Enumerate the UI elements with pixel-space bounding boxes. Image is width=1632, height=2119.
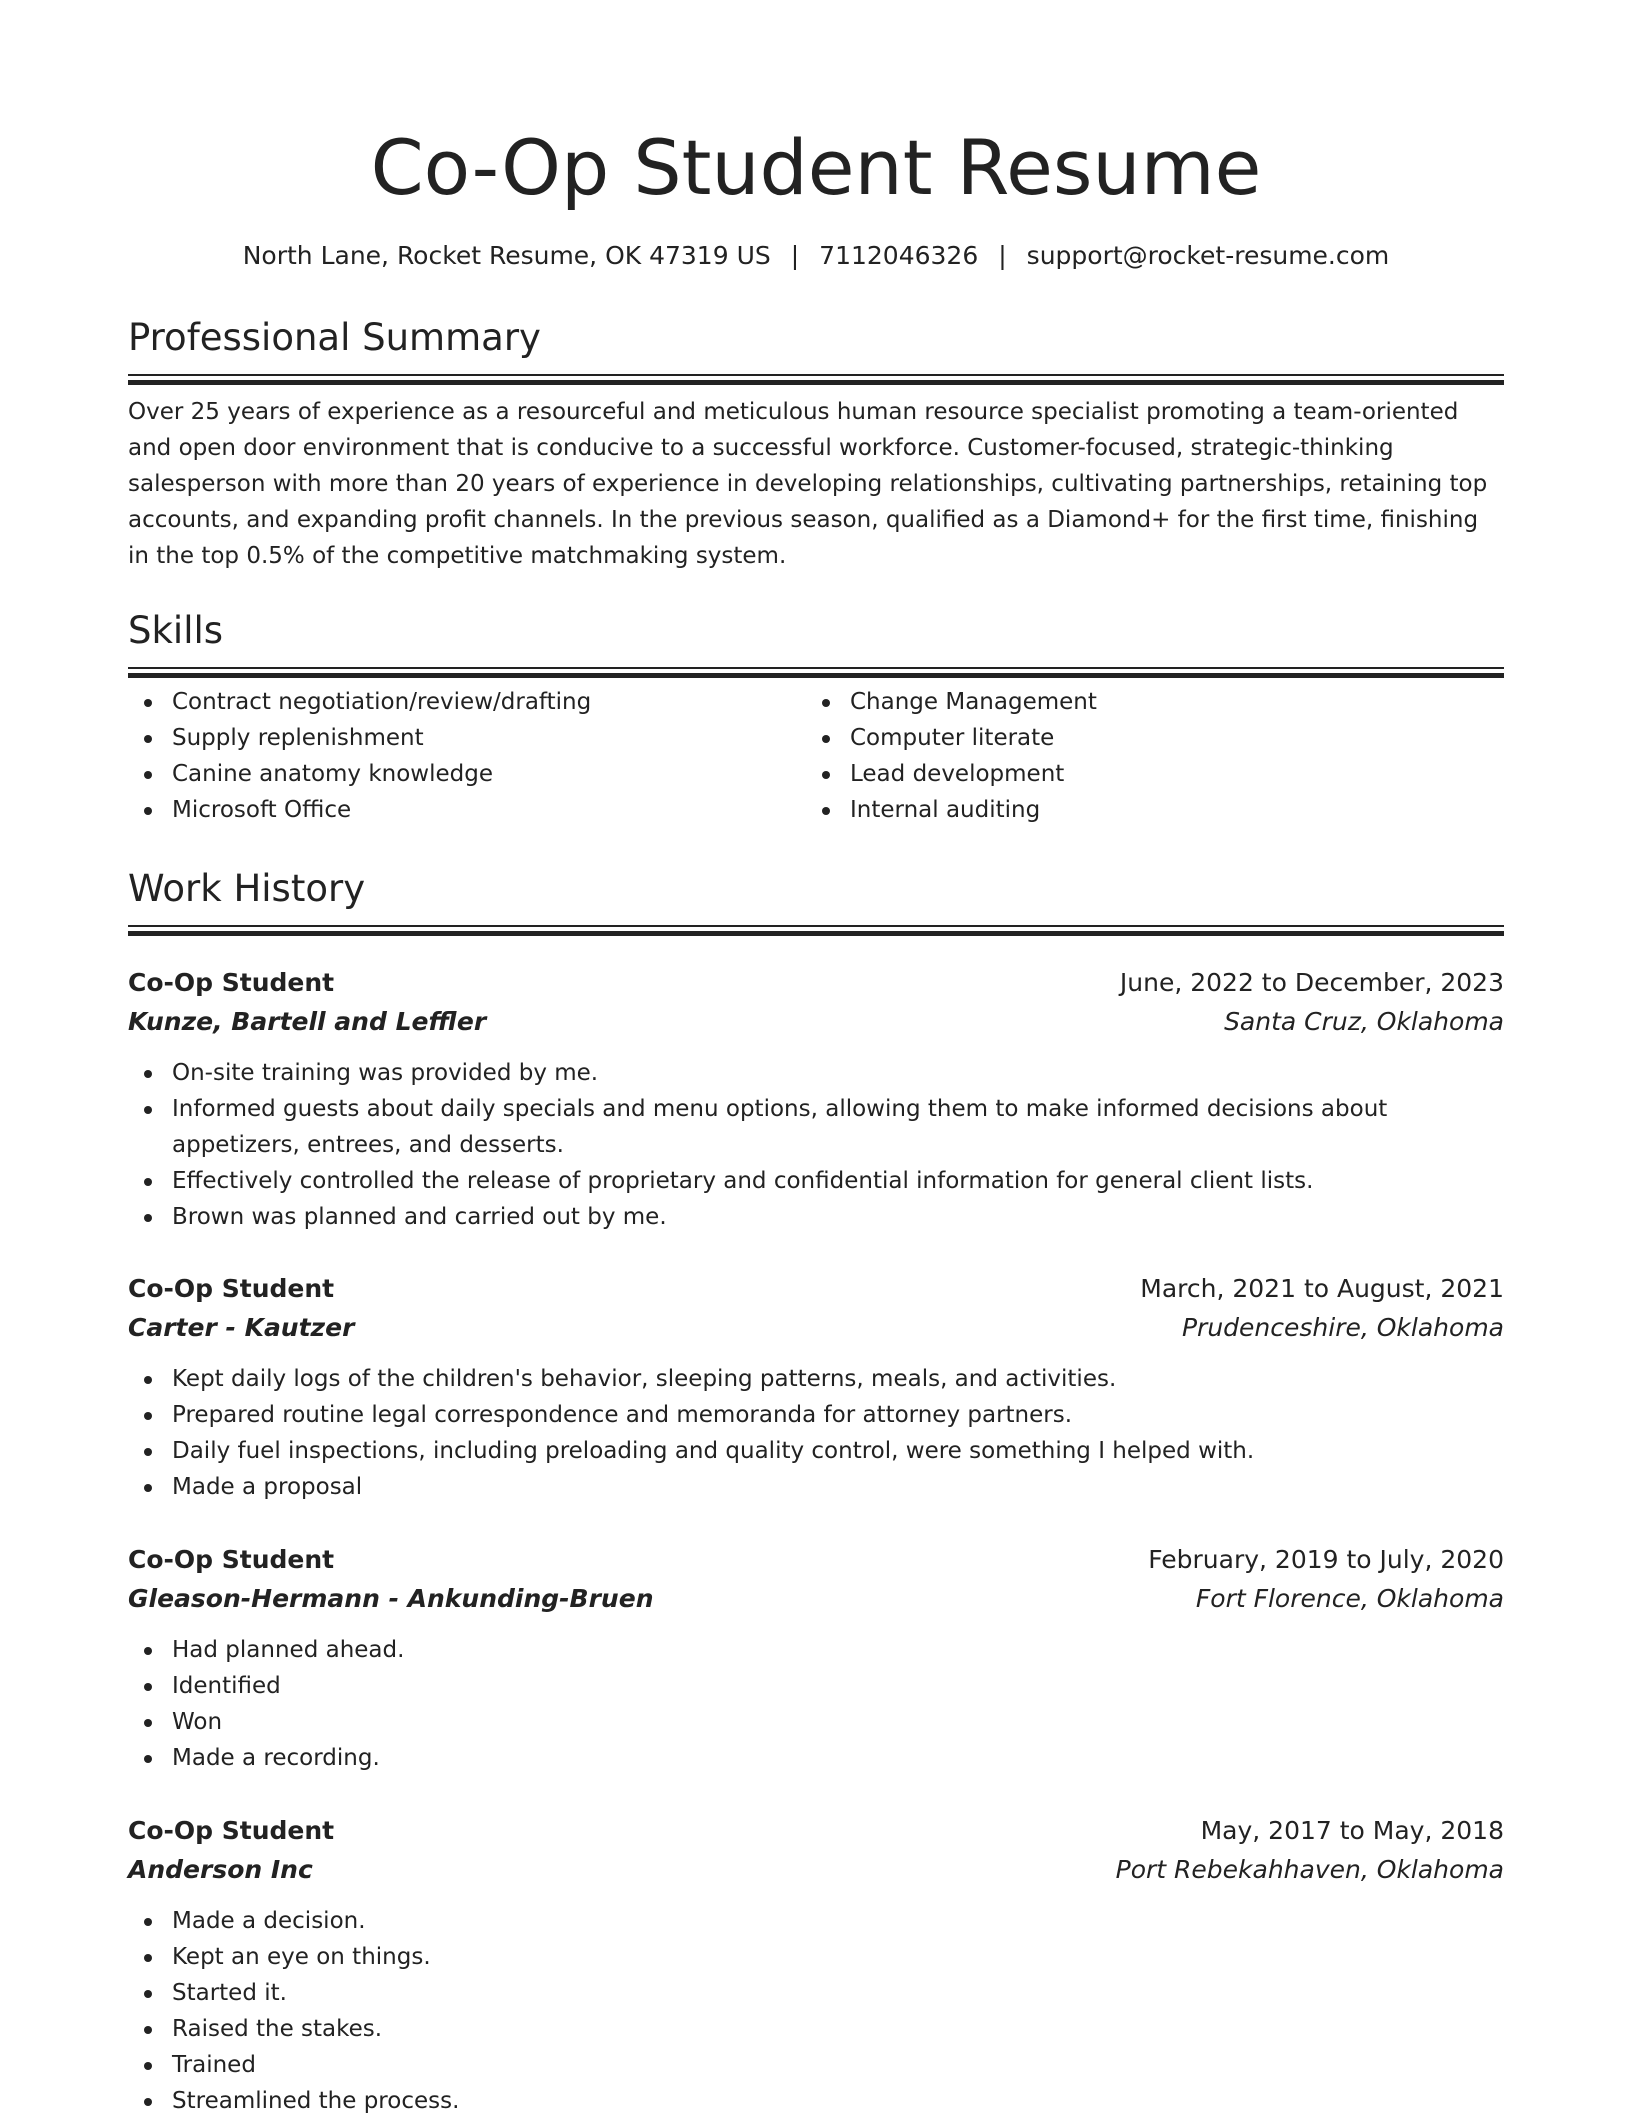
- job-company-row: [128, 1579, 1504, 1619]
- job-company: Anderson Inc: [128, 1855, 313, 1884]
- job-header-row: [128, 1270, 1504, 1308]
- job-entry: [128, 1541, 1504, 1776]
- job-duties-list: [128, 1055, 1504, 1235]
- skill-item: Computer literate: [850, 720, 1484, 756]
- skills-column-right: [806, 684, 1484, 828]
- skills-columns: [128, 684, 1504, 828]
- job-duty: Made a recording.: [172, 1740, 1504, 1776]
- job-entry: [128, 1270, 1504, 1505]
- job-location: Prudenceshire, Oklahoma: [1181, 1313, 1504, 1342]
- contact-phone: 7112046326: [819, 241, 979, 270]
- resume-title: Co-Op Student Resume: [370, 123, 1262, 212]
- job-duty: Informed guests about daily specials and menu options, allowing them to make informed decisions about appetizers, entrees, and desserts.: [172, 1091, 1504, 1163]
- skills-list-left: [128, 684, 806, 828]
- job-company-row: [128, 1308, 1504, 1348]
- job-header-row: [128, 1812, 1504, 1850]
- job-duty: Daily fuel inspections, including preloading and quality control, were something I helped with.: [172, 1433, 1504, 1469]
- section-heading-summary: Professional Summary: [128, 316, 541, 359]
- job-duty: Prepared routine legal correspondence and memoranda for attorney partners.: [172, 1397, 1504, 1433]
- contact-line: [128, 238, 1504, 274]
- job-duty: Streamlined the process.: [172, 2083, 1504, 2119]
- job-duty: Made a decision.: [172, 1903, 1504, 1939]
- job-duty: Kept an eye on things.: [172, 1939, 1504, 1975]
- job-duties-list: [128, 1632, 1504, 1776]
- job-entry: [128, 964, 1504, 1235]
- summary-text: Over 25 years of experience as a resourceful and meticulous human resource specialist promoting a team-oriented and open door environment that is conducive to a successful workforce. Customer-focused, strategic-thinking salesperson with more than 20 years of experience in developing relationships, cultivating partnerships, retaining top accounts, and expanding profit channels. In the previous season, qualified as a Diamond+ for the first time, finishing in the top 0.5% of the competitive matchmaking system.: [128, 399, 1488, 569]
- job-dates: March, 2021 to August, 2021: [1140, 1274, 1504, 1303]
- job-company-row: [128, 1850, 1504, 1890]
- job-duty: Raised the stakes.: [172, 2011, 1504, 2047]
- job-duty: Trained: [172, 2047, 1504, 2083]
- summary-section: [128, 314, 1504, 574]
- skill-item: Canine anatomy knowledge: [172, 756, 806, 792]
- skill-item: Microsoft Office: [172, 792, 806, 828]
- job-company: Kunze, Bartell and Leffler: [128, 1007, 487, 1036]
- job-dates: May, 2017 to May, 2018: [1200, 1816, 1504, 1845]
- contact-address: North Lane, Rocket Resume, OK 47319 US: [242, 241, 771, 270]
- work-history-section: [128, 865, 1504, 927]
- contact-email: support@rocket-resume.com: [1026, 241, 1390, 270]
- job-title: Co-Op Student: [128, 1274, 335, 1303]
- job-dates: June, 2022 to December, 2023: [1119, 968, 1504, 997]
- skill-item: Contract negotiation/review/drafting: [172, 684, 806, 720]
- job-dates: February, 2019 to July, 2020: [1148, 1545, 1504, 1574]
- job-duties-list: [128, 1361, 1504, 1505]
- job-title: Co-Op Student: [128, 968, 335, 997]
- job-company-row: [128, 1002, 1504, 1042]
- job-duty: Effectively controlled the release of proprietary and confidential information for general client lists.: [172, 1163, 1504, 1199]
- skills-section: [128, 607, 1504, 828]
- job-duty: Had planned ahead.: [172, 1632, 1504, 1668]
- job-duty: Started it.: [172, 1975, 1504, 2011]
- job-location: Port Rebekahhaven, Oklahoma: [1115, 1855, 1504, 1884]
- job-entry: [128, 1812, 1504, 2119]
- job-duties-list: [128, 1903, 1504, 2119]
- skills-list-right: [806, 684, 1484, 828]
- section-heading-skills: Skills: [128, 609, 224, 652]
- section-divider: [128, 374, 1504, 376]
- job-duty: Brown was planned and carried out by me.: [172, 1199, 1504, 1235]
- job-company: Carter - Kautzer: [128, 1313, 355, 1342]
- contact-separator: |: [790, 241, 800, 270]
- skill-item: Change Management: [850, 684, 1484, 720]
- job-header-row: [128, 1541, 1504, 1579]
- job-location: Santa Cruz, Oklahoma: [1224, 1007, 1504, 1036]
- skill-item: Internal auditing: [850, 792, 1484, 828]
- job-title: Co-Op Student: [128, 1816, 335, 1845]
- job-company: Gleason-Hermann - Ankunding-Bruen: [128, 1584, 654, 1613]
- job-duty: Identified: [172, 1668, 1504, 1704]
- job-title: Co-Op Student: [128, 1545, 335, 1574]
- skills-column-left: [128, 684, 806, 828]
- job-location: Fort Florence, Oklahoma: [1195, 1584, 1504, 1613]
- section-divider: [128, 667, 1504, 669]
- skill-item: Supply replenishment: [172, 720, 806, 756]
- job-duty: Made a proposal: [172, 1469, 1504, 1505]
- job-duty: Won: [172, 1704, 1504, 1740]
- job-duty: On-site training was provided by me.: [172, 1055, 1504, 1091]
- section-divider: [128, 925, 1504, 927]
- job-header-row: [128, 964, 1504, 1002]
- skill-item: Lead development: [850, 756, 1484, 792]
- section-heading-work-history: Work History: [128, 867, 366, 910]
- contact-separator: |: [998, 241, 1007, 270]
- job-duty: Kept daily logs of the children's behavior, sleeping patterns, meals, and activities.: [172, 1361, 1504, 1397]
